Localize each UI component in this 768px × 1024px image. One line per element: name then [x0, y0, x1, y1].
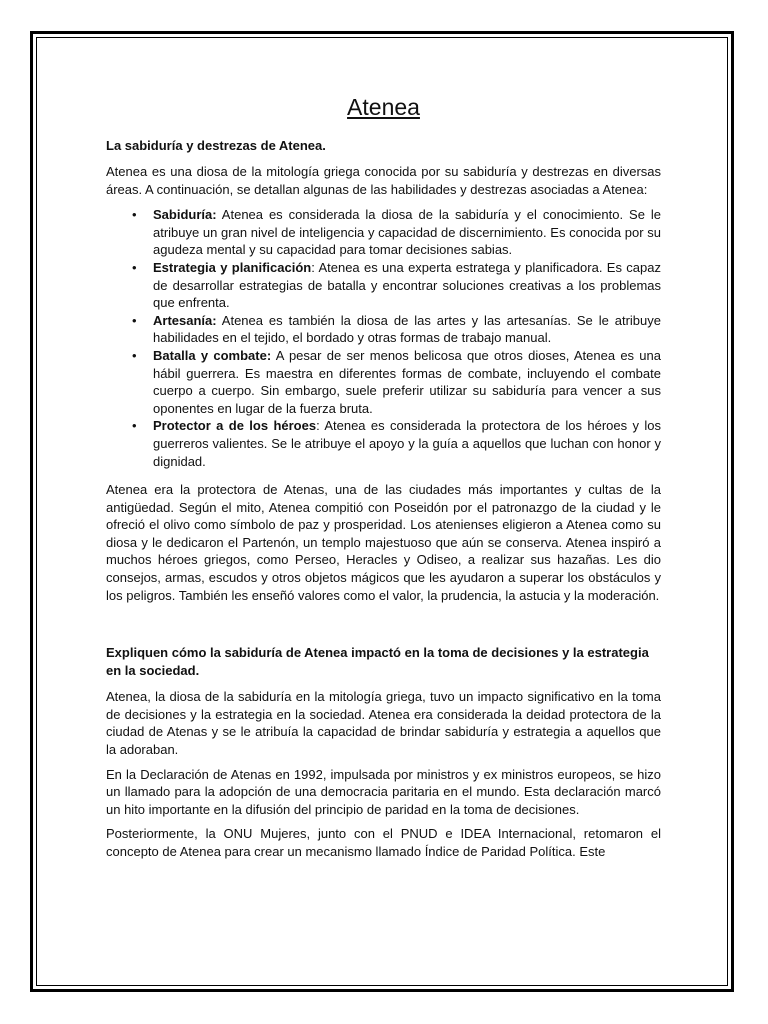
- list-item-estrategia: [132, 259, 661, 312]
- section-heading: La sabiduría y destrezas de Atenea.: [106, 138, 326, 153]
- list-item-batalla: [132, 347, 661, 417]
- answer-paragraph-1: Atenea, la diosa de la sabiduría en la mitología griega, tuvo un impacto significativo en la toma de decisiones y la estrategia en la sociedad. Atenea era considerada la deidad protectora de la ciudad de Atenas y se le atribuía la capacidad de brindar sabiduría y estrategia a aquellos que la adoraban.: [106, 689, 661, 758]
- list-item-term: Protector a de los héroes: [153, 418, 317, 434]
- history-paragraph: Atenea era la protectora de Atenas, una de las ciudades más importantes y cultas de la antigüedad. Según el mito, Atenea compitió con Poseidón por el patronazgo de la ciudad y le ofreció el olivo como símbolo de paz y prosperidad. Los atenienses eligieron a Atenea como su diosa y le dedicaron el Partenón, un templo majestuoso que aún se conserva. Atenea inspiró a muchos héroes griegos, como Perseo, Heracles y Odiseo, a realizar sus hazañas. Les dio consejos, armas, escudos y otros objetos mágicos que les ayudaron a superar los obstáculos y los peligros. También les enseñó valores como el valor, la prudencia, la astucia y la moderación.: [106, 482, 661, 603]
- list-item-term: Sabiduría:: [153, 207, 217, 223]
- question-heading: Expliquen cómo la sabiduría de Atenea impactó en la toma de decisiones y la estrategia en la sociedad.: [106, 645, 649, 679]
- list-item-text: Atenea es considerada la diosa de la sabiduría y el conocimiento. Se le atribuye un gran nivel de inteligencia y capacidad de discernimiento. Es conocida por su agudeza mental y su capacidad para tomar decisiones sabias.: [153, 207, 661, 258]
- answer-paragraph-3: Posteriormente, la ONU Mujeres, junto con el PNUD e IDEA Internacional, retomaron el concepto de Atenea para crear un mecanismo llamado Índice de Paridad Política. Este: [106, 826, 661, 859]
- list-item-text: Atenea es también la diosa de las artes y las artesanías. Se le atribuye habilidades en el tejido, el bordado y otras formas de trabajo manual.: [153, 312, 661, 346]
- list-item-text: : Atenea es una experta estratega y planificadora. Es capaz de desarrollar estrategias de batalla y encontrar soluciones creativas a los problemas que enfrenta.: [153, 259, 661, 311]
- document-title: Atenea: [347, 94, 420, 120]
- list-item-text: : Atenea es considerada la protectora de los héroes y los guerreros valientes. Se le atribuye el apoyo y la guía a aquellos que luchan con honor y dignidad.: [153, 418, 661, 469]
- bullet-icon: •: [132, 207, 137, 223]
- bullet-icon: •: [132, 259, 137, 275]
- bullet-icon: •: [132, 312, 137, 328]
- skills-list: [106, 206, 661, 470]
- list-item-term: Artesanía:: [153, 312, 217, 328]
- list-item-term: Estrategia y planificación: [153, 259, 312, 275]
- bullet-icon: •: [132, 418, 137, 434]
- bullet-icon: •: [132, 347, 137, 363]
- document-body: [106, 92, 661, 868]
- answer-paragraph-2: En la Declaración de Atenas en 1992, impulsada por ministros y ex ministros europeos, se hizo un llamado para la adopción de una democracia paritaria en el mundo. Esta declaración marcó un hito importante en la difusión del principio de paridad en la toma de decisiones.: [106, 766, 661, 817]
- list-item-text: A pesar de ser menos belicosa que otros dioses, Atenea es una hábil guerrera. Es maestra en diferentes formas de combate, incluyendo el combate cuerpo a cuerpo. Sin embargo, suele preferir utilizar su sabiduría para vencer a sus oponentes en lugar de la fuerza bruta.: [153, 347, 661, 416]
- list-item-term: Batalla y combate:: [153, 347, 272, 363]
- list-item-sabiduria: [132, 206, 661, 259]
- list-item-protectora: [132, 417, 661, 470]
- list-item-artesania: [132, 312, 661, 347]
- intro-paragraph: Atenea es una diosa de la mitología griega conocida por su sabiduría y destrezas en diversas áreas. A continuación, se detallan algunas de las habilidades y destrezas asociadas a Atenea:: [106, 164, 661, 197]
